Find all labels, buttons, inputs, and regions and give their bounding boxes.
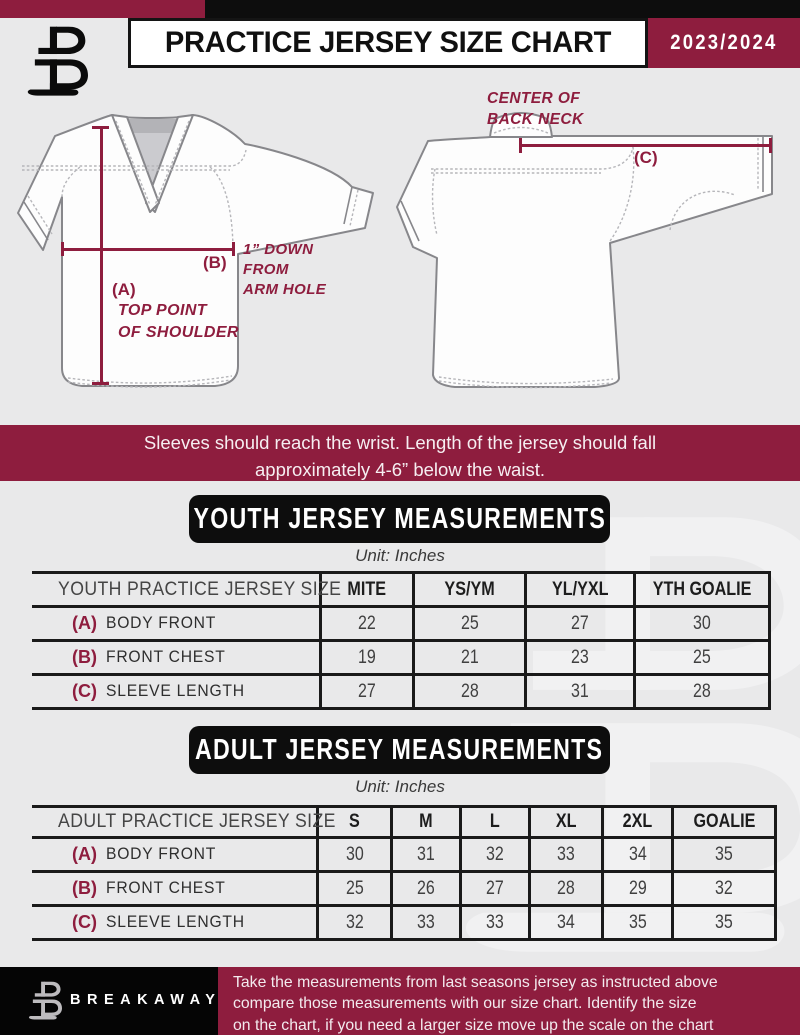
youth-table-size-header-cell: YOUTH PRACTICE JERSEY SIZE (32, 574, 319, 608)
measure-line-c (520, 144, 772, 147)
adult-col-s: S (316, 808, 390, 839)
table-cell: 21 (412, 642, 524, 676)
table-cell: 31 (524, 676, 633, 710)
table-cell: 28 (412, 676, 524, 710)
marker-a: (A) (112, 280, 136, 299)
table-cell: 35 (671, 907, 777, 941)
youth-row-body-front-label: (A) BODY FRONT (32, 608, 319, 642)
table-cell: 28 (633, 676, 771, 710)
table-cell: 32 (316, 907, 390, 941)
measure-line-b-cap-right (232, 242, 235, 256)
front-jersey-diagram (0, 100, 400, 410)
measure-line-c-cap-right (769, 138, 772, 153)
table-cell: 34 (601, 839, 671, 873)
footer-brand-name: BREAKAWAY (70, 992, 222, 1008)
youth-section-banner (189, 495, 610, 543)
adult-row-front-chest-label: (B) FRONT CHEST (32, 873, 316, 907)
breakaway-footer-logo (28, 981, 62, 1021)
measure-line-b (62, 248, 234, 251)
youth-col-yth-goalie: YTH GOALIE (633, 574, 771, 608)
table-cell: 22 (319, 608, 412, 642)
table-cell: 28 (528, 873, 601, 907)
label-top-point-of-shoulder: TOP POINT OF SHOULDER (118, 302, 239, 341)
measure-line-c-cap-left (519, 138, 522, 153)
adult-row-sleeve-length-label: (C) SLEEVE LENGTH (32, 907, 316, 941)
youth-row-front-chest-label: (B) FRONT CHEST (32, 642, 319, 676)
back-jersey-diagram (395, 85, 800, 410)
page-title-box (128, 18, 648, 68)
top-strip-maroon (0, 0, 205, 18)
table-cell: 33 (459, 907, 528, 941)
footer-line1: Take the measurements from last seasons jersey as instructed above (233, 974, 718, 991)
table-cell: 31 (390, 839, 459, 873)
breakaway-logo (26, 26, 88, 98)
adult-section-banner (189, 726, 610, 774)
back-jersey-body (397, 134, 772, 387)
table-cell: 27 (319, 676, 412, 710)
top-strip-black (205, 0, 800, 18)
table-cell: 35 (601, 907, 671, 941)
table-cell: 33 (528, 839, 601, 873)
youth-col-mite: MITE (319, 574, 412, 608)
measure-line-b-cap-left (61, 242, 64, 256)
table-cell: 30 (316, 839, 390, 873)
table-cell: 35 (671, 839, 777, 873)
table-cell: 34 (528, 907, 601, 941)
label-center-of-back-neck: CENTER OF BACK NECK (487, 90, 584, 128)
measure-line-a-cap-bottom (92, 382, 109, 385)
marker-b: (B) (203, 253, 227, 272)
table-cell: 25 (316, 873, 390, 907)
table-cell: 27 (524, 608, 633, 642)
table-cell: 23 (524, 642, 633, 676)
youth-unit-label: Unit: Inches (355, 546, 445, 565)
marker-c: (C) (634, 148, 658, 167)
adult-col-xl: XL (528, 808, 601, 839)
adult-col-goalie: GOALIE (671, 808, 777, 839)
adult-col-m: M (390, 808, 459, 839)
adult-col-2xl: 2XL (601, 808, 671, 839)
footer-instructions-text (233, 972, 793, 1035)
fit-notice-line2: approximately 4-6” below the waist. (255, 459, 545, 480)
fit-notice-banner (0, 425, 800, 481)
adult-row-body-front-label: (A) BODY FRONT (32, 839, 316, 873)
season-badge (648, 18, 800, 68)
youth-col-yl-yxl: YL/YXL (524, 574, 633, 608)
table-cell: 30 (633, 608, 771, 642)
table-cell: 25 (633, 642, 771, 676)
season-label: 2023/2024 (670, 31, 778, 54)
youth-banner-label: YOUTH JERSEY MEASUREMENTS (193, 502, 606, 535)
table-cell: 29 (601, 873, 671, 907)
youth-size-table (32, 571, 771, 710)
page-title: PRACTICE JERSEY SIZE CHART (164, 26, 612, 59)
adult-size-table (32, 805, 777, 941)
adult-banner-label: ADULT JERSEY MEASUREMENTS (195, 733, 604, 766)
table-cell: 25 (412, 608, 524, 642)
adult-table-size-header-cell: ADULT PRACTICE JERSEY SIZE (32, 808, 316, 839)
table-cell: 19 (319, 642, 412, 676)
measure-line-a-cap-top (92, 126, 109, 129)
measure-line-a (100, 127, 103, 384)
table-cell: 33 (390, 907, 459, 941)
table-cell: 26 (390, 873, 459, 907)
table-cell: 32 (459, 839, 528, 873)
label-one-inch-down-from-arm-hole: 1” DOWN FROM ARM HOLE (243, 241, 327, 298)
adult-col-l: L (459, 808, 528, 839)
adult-unit-label: Unit: Inches (355, 777, 445, 796)
footer-line2: compare those measurements with our size chart. Identify the size (233, 995, 697, 1013)
youth-row-sleeve-length-label: (C) SLEEVE LENGTH (32, 676, 319, 710)
fit-notice-line1: Sleeves should reach the wrist. Length of the jersey should fall (143, 432, 657, 453)
youth-col-ys-ym: YS/YM (412, 574, 524, 608)
table-cell: 27 (459, 873, 528, 907)
footer-line3: on the chart, if you need a larger size move up the scale on the chart (233, 1016, 714, 1034)
table-cell: 32 (671, 873, 777, 907)
